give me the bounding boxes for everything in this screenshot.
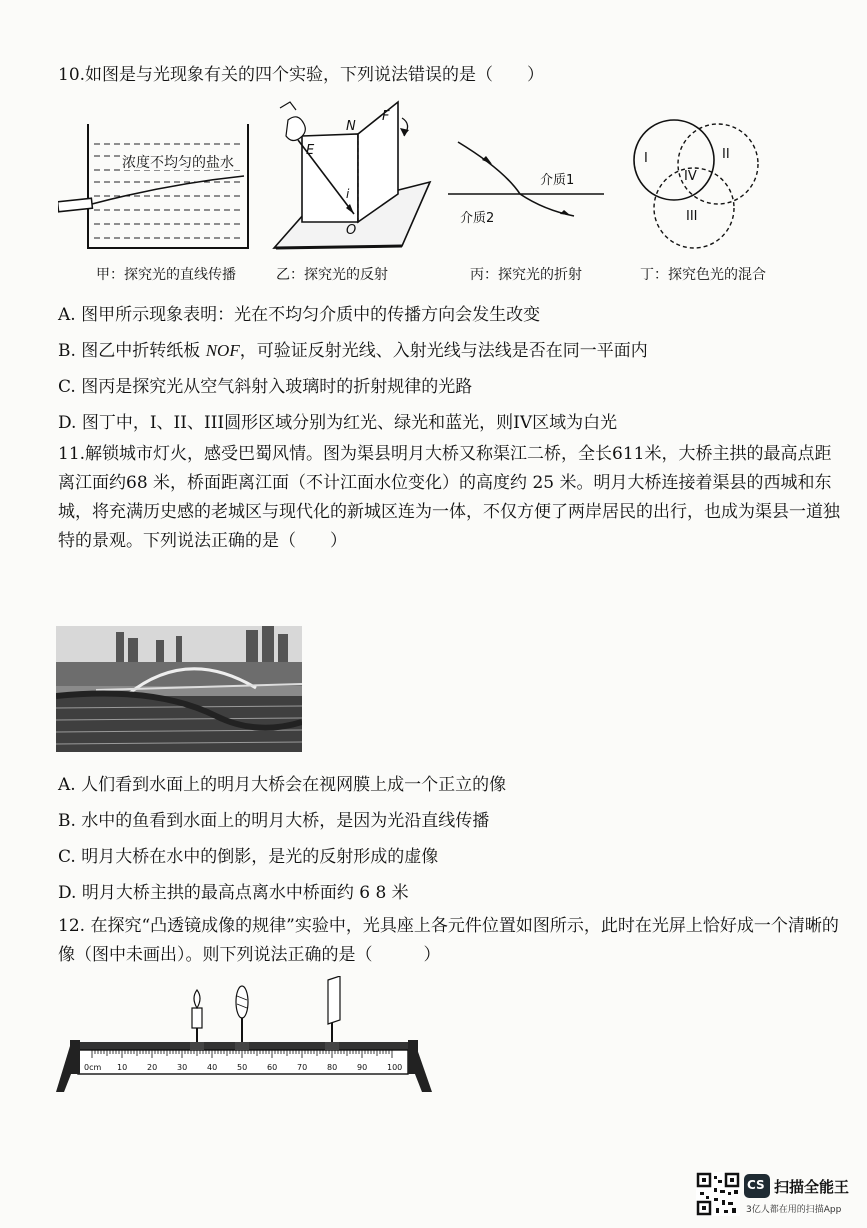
ruler-tick-label: 90 xyxy=(357,1063,368,1072)
q11-option-b: B. 水中的鱼看到水面上的明月大桥，是因为光沿直线传播 xyxy=(58,811,490,831)
figure-yi xyxy=(262,96,442,256)
svg-text:F: F xyxy=(382,109,390,124)
caption-jia: 甲：探究光的直线传播 xyxy=(96,267,236,283)
svg-text:介质1: 介质1 xyxy=(540,173,575,188)
q11-stem: 11.解锁城市灯火，感受巴蜀风情。图为渠县明月大桥又称渠江二桥，全长611米，大桥主拱的最高点距离江面约68 米，桥面距离江面（不计江面水位变化）的高度约 25 米。明月大桥连接着渠县的西城和东城，将充满历史感的老城区与现代化的新城区连为一体，不仅方便了两岸居民的出行，也成为渠县一道独特的景观。下列说法正确的是（ ） xyxy=(58,444,840,551)
q10-stem: 10.如图是与光现象有关的四个实验，下列说法错误的是（ ） xyxy=(58,65,545,85)
fig-jia-label: 浓度不均匀的盐水 xyxy=(122,155,234,171)
svg-text:II: II xyxy=(722,147,730,162)
qr-code xyxy=(696,1172,740,1216)
ruler-tick-label: 70 xyxy=(297,1063,308,1072)
figure-jia xyxy=(58,116,258,256)
q11-option-c: C. 明月大桥在水中的倒影，是光的反射形成的虚像 xyxy=(58,847,439,867)
caption-ding: 丁：探究色光的混合 xyxy=(640,267,766,283)
ruler-tick-label: 100 xyxy=(387,1063,403,1072)
ruler-tick-label: 50 xyxy=(237,1063,248,1072)
svg-text:介质2: 介质2 xyxy=(460,211,495,226)
svg-text:III: III xyxy=(686,209,698,224)
ruler-tick-label: 60 xyxy=(267,1063,278,1072)
q10-option-b: B. 图乙中折转纸板 NOF，可验证反射光线、入射光线与法线是否在同一平面内 xyxy=(58,341,648,361)
q10-option-d: D. 图丁中，I、II、III圆形区域分别为红光、绿光和蓝光，则IV区域为白光 xyxy=(58,413,618,433)
ruler-tick-label: 30 xyxy=(177,1063,188,1072)
caption-bing: 丙：探究光的折射 xyxy=(470,267,582,283)
ruler-tick-label: 40 xyxy=(207,1063,218,1072)
figure-bing xyxy=(444,130,614,230)
q10-option-c: C. 图丙是探究光从空气斜射入玻璃时的折射规律的光路 xyxy=(58,377,473,397)
ruler-tick-label: 20 xyxy=(147,1063,158,1072)
ruler-tick-label: 80 xyxy=(327,1063,338,1072)
figure-ding xyxy=(622,112,772,262)
q11-option-a: A. 人们看到水面上的明月大桥会在视网膜上成一个正立的像 xyxy=(58,775,507,795)
ruler-tick-label: 0cm xyxy=(84,1063,102,1072)
svg-text:IV: IV xyxy=(684,169,697,184)
camscanner-tagline: 3亿人都在用的扫描App xyxy=(746,1205,842,1215)
svg-text:I: I xyxy=(644,151,648,166)
camscanner-logo: CS xyxy=(744,1174,770,1198)
q12-stem: 12. 在探究“凸透镜成像的规律”实验中，光具座上各元件位置如图所示，此时在光屏上恰好成一个清晰的像（图中未画出）。则下列说法正确的是（ ） xyxy=(58,916,839,965)
ruler-tick-label: 10 xyxy=(117,1063,128,1072)
camscanner-brand: 扫描全能王 xyxy=(774,1178,850,1196)
svg-text:E: E xyxy=(306,143,315,158)
svg-text:i: i xyxy=(346,187,350,201)
svg-text:O: O xyxy=(346,223,357,238)
svg-text:N: N xyxy=(346,119,356,134)
bridge-photo xyxy=(56,626,302,752)
q11-option-d: D. 明月大桥主拱的最高点离水中桥面约 6 8 米 xyxy=(58,883,409,903)
optical-bench xyxy=(56,976,436,1096)
q10-option-a: A. 图甲所示现象表明：光在不均匀介质中的传播方向会发生改变 xyxy=(58,305,541,325)
caption-yi: 乙：探究光的反射 xyxy=(276,267,388,283)
